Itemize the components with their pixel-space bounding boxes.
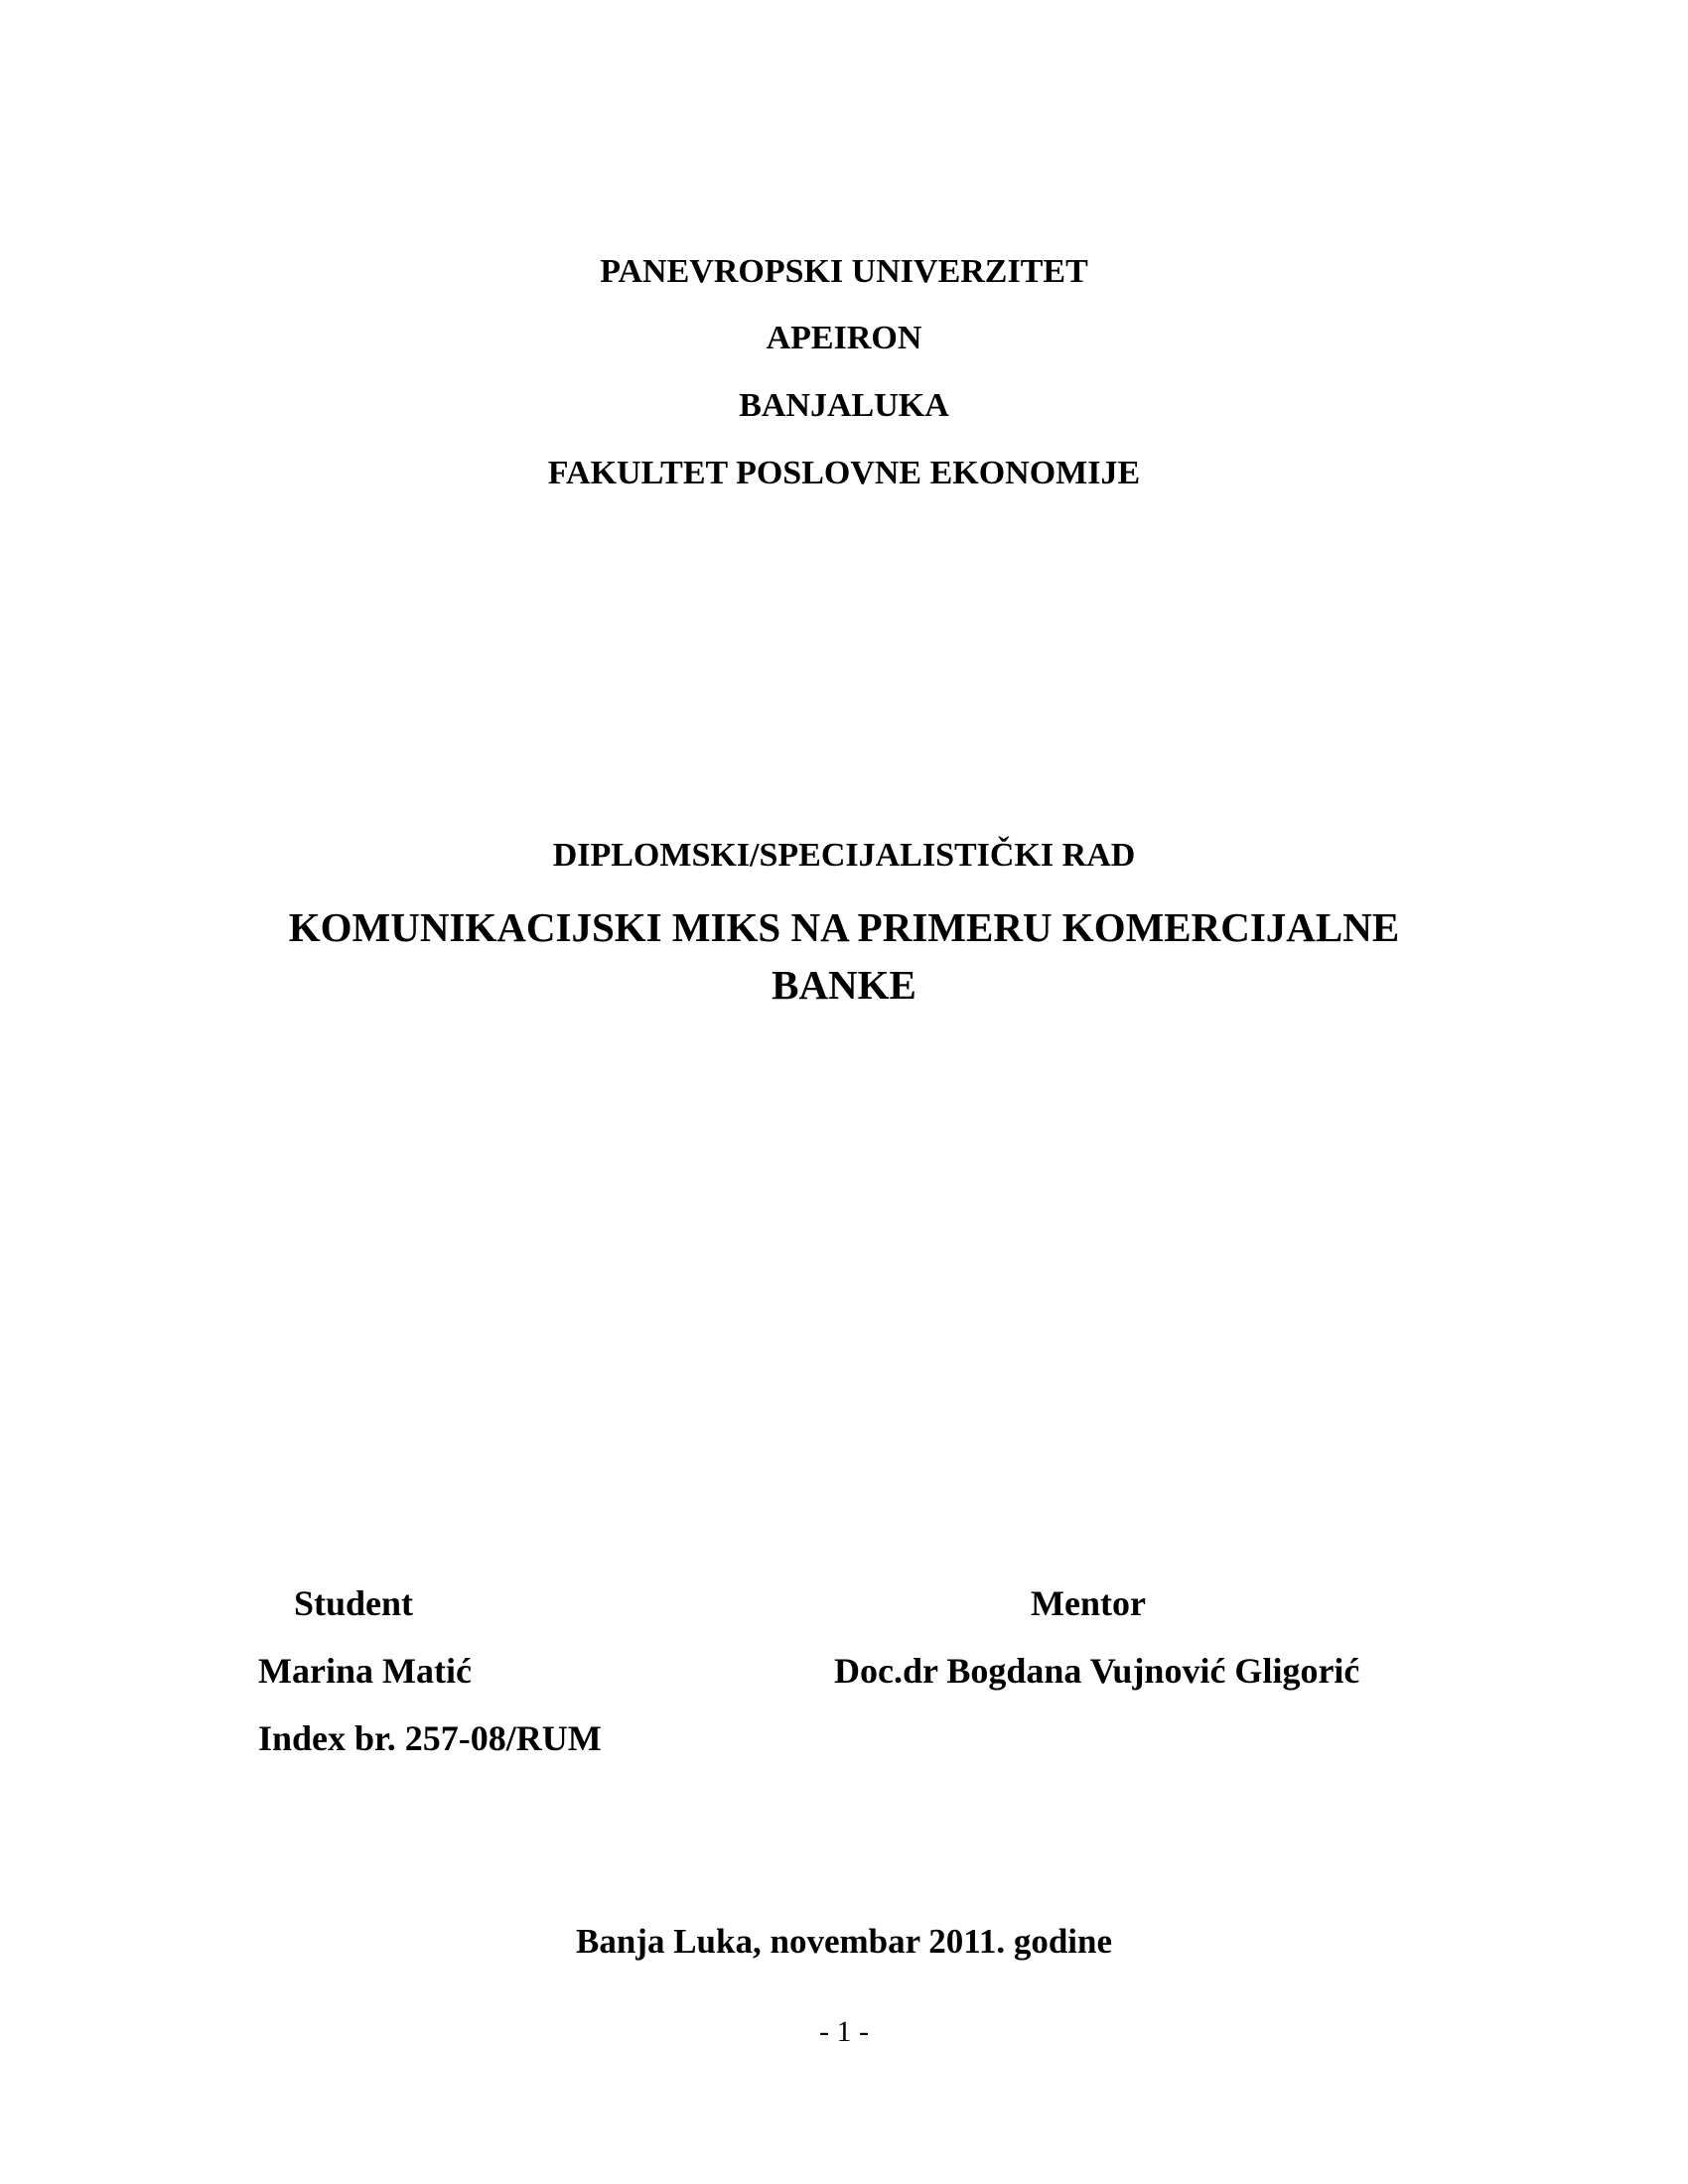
mentor-heading: Mentor <box>1031 1583 1146 1623</box>
mentor-name: Doc.dr Bogdana Vujnović Gligorić <box>834 1651 1360 1691</box>
thesis-title <box>0 898 1688 1014</box>
university-name: PANEVROPSKI UNIVERZITET <box>600 253 1088 290</box>
university-city: BANJALUKA <box>739 387 949 424</box>
faculty-name: FAKULTET POSLOVNE EKONOMIJE <box>547 455 1141 491</box>
university-subtitle: APEIRON <box>766 320 922 356</box>
thesis-title-line-2: BANKE <box>772 962 916 1008</box>
student-name: Marina Matić <box>258 1651 472 1691</box>
place-and-date: Banja Luka, novembar 2011. godine <box>575 1922 1113 1961</box>
thesis-type: DIPLOMSKI/SPECIJALISTIČKI RAD <box>552 837 1136 874</box>
page-number: - 1 - <box>819 2015 869 2048</box>
student-index: Index br. 257-08/RUM <box>258 1718 602 1758</box>
thesis-title-line-1: KOMUNIKACIJSKI MIKS NA PRIMERU KOMERCIJALNE <box>288 904 1400 950</box>
student-heading: Student <box>294 1583 414 1623</box>
